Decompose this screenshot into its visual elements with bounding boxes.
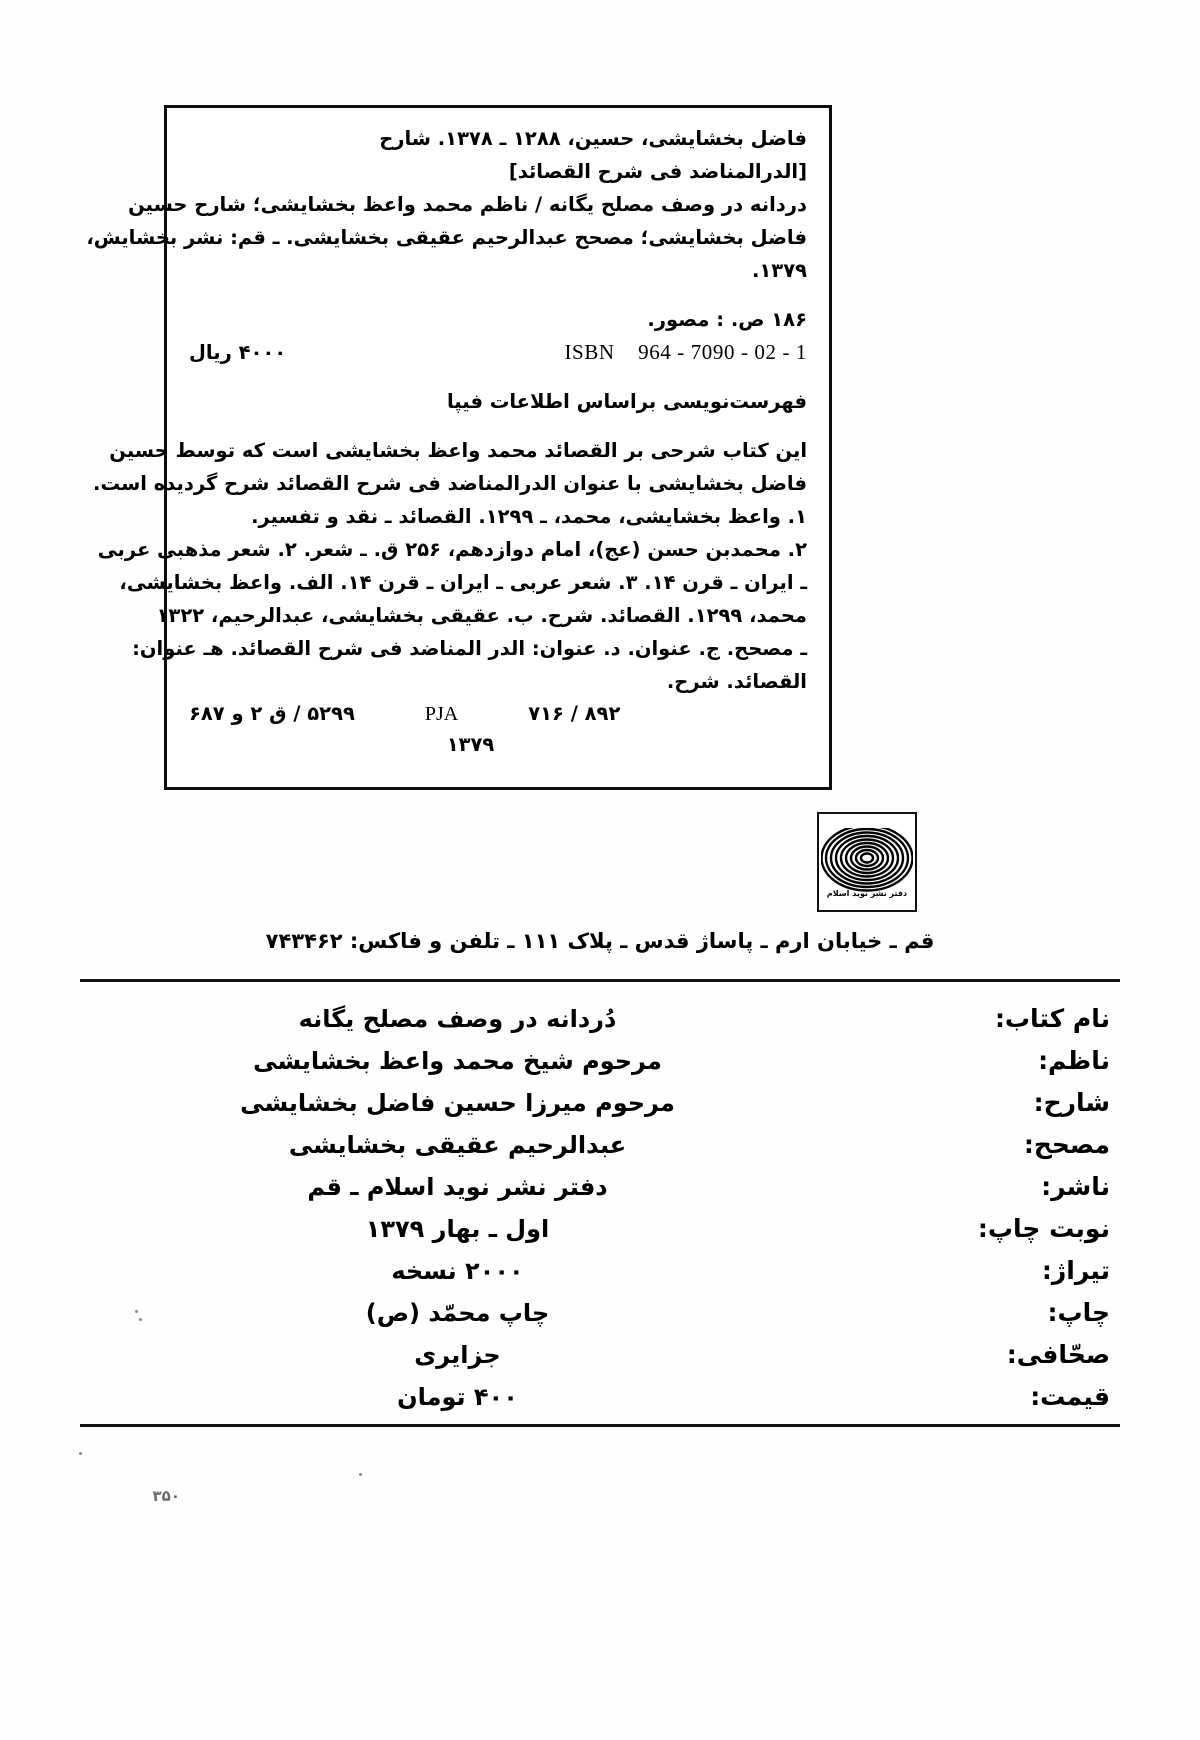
cip-uniform-title: [الدرالمناضد فی شرح القصائد] [508,160,807,183]
table-row [90,1166,1110,1208]
call-number-lc-suffix: ۵۲۹۹ / ق ۲ و ۶۸۷ [189,702,355,725]
page-footer-mark: ۳۵۰ [152,1487,180,1505]
call-number-lc [189,698,355,730]
spacer [189,418,807,434]
metadata-label: صحّافی: [1006,1340,1110,1369]
table-row [90,998,1110,1040]
cip-price: ۴۰۰۰ ریال [189,341,287,364]
metadata-value: اول ـ بهار ۱۳۷۹ [365,1215,550,1243]
publisher-logo [817,812,917,912]
metadata-label: شارح: [1033,1088,1110,1117]
cip-title-statement-line-1: دردانه در وصف مصلح یگانه / ناظم محمد واعظ بخشایشی؛ شارح حسین [128,193,807,216]
cip-subject-line: ۲. محمدبن حسن (عج)، امام دوازدهم، ۲۵۶ ق. ـ شعر. ۲. شعر مذهبی عربی [97,538,807,561]
cip-call-number-year: ۱۳۷۹ [446,733,495,756]
metadata-label: مصحح: [1023,1130,1110,1159]
metadata-value: مرحوم شیخ محمد واعظ بخشایشی [253,1047,662,1075]
table-row [90,1376,1110,1418]
cip-subject-line: ۱. واعظ بخشایشی، محمد، ـ ۱۲۹۹. القصائد ـ نقد و تفسیر. [251,505,807,528]
cip-content [86,108,829,787]
metadata-label: چاپ: [1047,1298,1110,1327]
metadata-label: ناظم: [1038,1046,1110,1075]
table-row [90,1208,1110,1250]
metadata-label: ناشر: [1041,1172,1110,1201]
cip-cataloging-note: فهرست‌نویسی براساس اطلاعات فیپا [446,390,807,413]
metadata-value: جزایری [414,1341,501,1369]
isbn-value: 964 - 7090 - 02 - 1 [638,340,807,364]
call-number-dewey: ۸۹۲ / ۷۱۶ [528,702,621,725]
table-row [90,1082,1110,1124]
divider-top [80,979,1120,982]
metadata-value: مرحوم میرزا حسین فاضل بخشایشی [240,1089,675,1117]
scan-speck [139,1318,142,1321]
cip-call-number-row [189,698,807,730]
cip-title-statement-line-3: ۱۳۷۹. [751,259,807,282]
spacer [189,287,807,303]
cip-summary-line-1: این کتاب شرحی بر القصائد محمد واعظ بخشایشی است که توسط حسین [109,439,807,462]
metadata-label: قیمت: [1030,1382,1110,1411]
logo-frame [817,812,917,912]
scan-speck [135,1310,138,1313]
cip-author-heading: فاضل بخشایشی، حسین، ۱۲۸۸ ـ ۱۳۷۸. شارح [379,127,807,150]
cip-subject-line: القصائد. شرح. [666,670,807,693]
divider-bottom [80,1424,1120,1427]
table-row [90,1292,1110,1334]
cip-physical-description: ۱۸۶ ص. : مصور. [647,308,807,331]
metadata-value: ۲۰۰۰ نسخه [391,1257,524,1285]
cip-title-statement-line-2: فاضل بخشایشی؛ مصحح عبدالرحیم عقیقی بخشایشی. ـ قم: نشر بخشایش، [86,226,807,249]
logo-caption: دفتر نشر نوید اسلام [826,889,908,898]
cip-catalog-box [86,105,832,790]
metadata-label: نام کتاب: [994,1004,1110,1033]
metadata-value: عبدالرحیم عقیقی بخشایشی [288,1131,627,1159]
cip-isbn-row [189,336,807,369]
cip-subject-line: ـ ایران ـ قرن ۱۴. ۳. شعر عربی ـ ایران ـ قرن ۱۴. الف. واعظ بخشایشی، [119,571,807,594]
cip-subject-line: ـ مصحح. ج. عنوان. د. عنوان: الدر المناضد فی شرح القصائد. هـ عنوان: [132,637,807,660]
table-row [90,1250,1110,1292]
scan-speck [79,1452,82,1455]
metadata-value: چاپ محمّد (ص) [365,1299,550,1327]
table-row [90,1040,1110,1082]
table-row [90,1124,1110,1166]
metadata-label: تیراژ: [1041,1256,1110,1285]
cip-summary-line-2: فاضل بخشایشی با عنوان الدرالمناضد فی شرح القصائد شرح گردیده است. [93,472,807,495]
metadata-value: دفتر نشر نوید اسلام ـ قم [307,1173,608,1201]
isbn-label: ISBN [564,340,615,364]
book-metadata-table [90,998,1110,1418]
cip-subject-line: محمد، ۱۲۹۹. القصائد. شرح. ب. عقیقی بخشایشی، عبدالرحیم، ۱۳۲۲ [156,604,807,627]
metadata-value: دُردانه در وصف مصلح یگانه [298,1005,617,1033]
concentric-arcs-icon [821,821,913,895]
table-row [90,1334,1110,1376]
call-number-lc-class: PJA [424,703,459,725]
spacer [189,369,807,385]
scan-speck [359,1473,362,1476]
metadata-value: ۴۰۰ تومان [397,1383,518,1411]
metadata-label: نوبت چاپ: [977,1214,1110,1243]
publisher-address: قم ـ خیابان ارم ـ پاساژ قدس ـ پلاک ۱۱۱ ـ تلفن و فاکس: ۷۴۳۴۶۲ [265,929,935,953]
cip-isbn [556,336,807,369]
